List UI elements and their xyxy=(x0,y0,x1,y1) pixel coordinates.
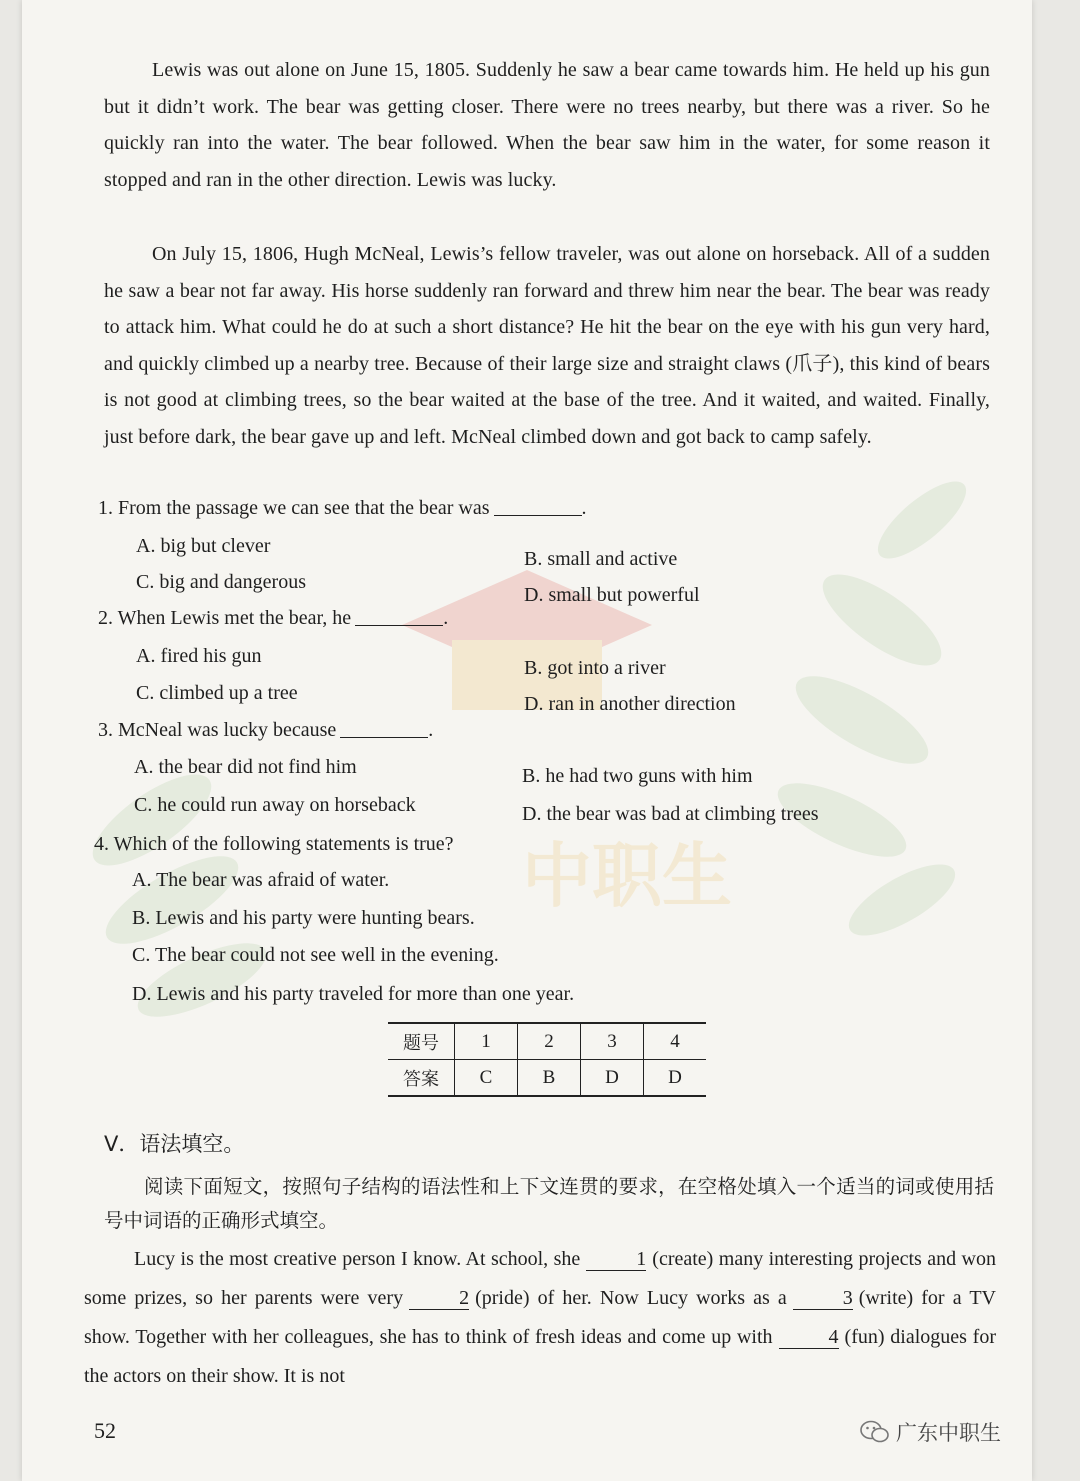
passage-paragraph-2: On July 15, 1806, Hugh McNeal, Lewis’s fellow traveler, was out alone on horseback. All of a sudden he saw a bear not far away. His horse suddenly ran forward and threw him near the bear. The bear was ready to attack him. What could he do at such a short distance? He hit the bear on the eye with his gun very hard, and quickly climbed up a nearby tree. Because of their large size and straight claws (爪子), this kind of bears is not good at climbing trees, so the bear waited at the base of the tree. And it waited, and waited. Finally, just before dark, the bear gave up and left. McNeal climbed down and got back to camp safely. xyxy=(104,243,990,448)
answer-table xyxy=(388,1022,706,1097)
watermark-text: 中职生 xyxy=(522,835,732,917)
cloze-paragraph: Lucy is the most creative person I know. At school, she 1 (create) many interesting projects and won some prizes, so her parents were very 2 (pride) of her. Now Lucy works as a 3 (write) for a TV show. Together with her colleagues, she has to think of fresh ideas and come up with 4 (fun) dialogues for the actors on their show. It is not xyxy=(84,1248,996,1387)
q3-option-c: C. he could run away on horseback xyxy=(134,794,416,816)
question-3: 3. McNeal was lucky because . xyxy=(98,719,434,741)
q1-option-a: A. big but clever xyxy=(136,535,271,557)
q2-option-c: C. climbed up a tree xyxy=(136,682,298,704)
cloze-blank-1[interactable]: 1 xyxy=(586,1248,646,1271)
answer-blank xyxy=(340,719,428,738)
q3-option-a: A. the bear did not find him xyxy=(134,756,357,778)
q2-option-a: A. fired his gun xyxy=(136,645,262,667)
document-page xyxy=(22,0,1032,1481)
q2-option-b: B. got into a river xyxy=(524,657,666,679)
table-answer: B xyxy=(518,1060,581,1097)
brand-name: 广东中职生 xyxy=(896,1421,1001,1445)
section-title: V．语法填空。 xyxy=(104,1132,245,1156)
answer-blank xyxy=(355,607,443,626)
table-answer: C xyxy=(455,1060,518,1097)
q4-option-b: B. Lewis and his party were hunting bears. xyxy=(132,907,475,929)
table-answer-label: 答案 xyxy=(388,1060,455,1097)
question-2: 2. When Lewis met the bear, he . xyxy=(98,607,449,629)
answer-table-answer-row xyxy=(388,1060,706,1097)
cloze-blank-2[interactable]: 2 xyxy=(409,1287,469,1310)
answer-blank xyxy=(494,497,582,516)
passage-paragraph-1: Lewis was out alone on June 15, 1805. Suddenly he saw a bear came towards him. He held up his gun but it didn’t work. The bear was getting closer. There were no trees nearby, but there was a river. So he quickly ran into the water. The bear followed. When the bear saw him in the water, for some reason it stopped and ran in the other direction. Lewis was lucky. xyxy=(104,59,990,191)
q2-option-d: D. ran in another direction xyxy=(524,693,736,715)
question-1: 1. From the passage we can see that the bear was . xyxy=(98,497,587,519)
table-answer: D xyxy=(581,1060,644,1097)
cloze-blank-4[interactable]: 4 xyxy=(779,1326,839,1349)
table-number: 2 xyxy=(518,1023,581,1060)
page-number: 52 xyxy=(94,1418,116,1443)
q4-option-d: D. Lewis and his party traveled for more than one year. xyxy=(132,983,575,1005)
wechat-icon xyxy=(860,1419,890,1445)
q1-option-b: B. small and active xyxy=(524,548,678,570)
section-instruction: 阅读下面短文，按照句子结构的语法性和上下文连贯的要求，在空格处填入一个适当的词或使用括号中词语的正确形式填空。 xyxy=(104,1175,994,1232)
q1-option-d: D. small but powerful xyxy=(524,584,700,606)
answer-table-header-row xyxy=(388,1023,706,1060)
table-answer: D xyxy=(644,1060,707,1097)
table-header-label: 题号 xyxy=(388,1023,455,1060)
q3-option-b: B. he had two guns with him xyxy=(522,765,753,787)
table-number: 4 xyxy=(644,1023,707,1060)
table-number: 3 xyxy=(581,1023,644,1060)
brand-watermark xyxy=(860,1417,1001,1447)
q1-option-c: C. big and dangerous xyxy=(136,571,306,593)
cloze-blank-3[interactable]: 3 xyxy=(793,1287,853,1310)
q3-option-d: D. the bear was bad at climbing trees xyxy=(522,803,819,825)
table-number: 1 xyxy=(455,1023,518,1060)
q4-option-c: C. The bear could not see well in the evening. xyxy=(132,944,499,966)
question-4: 4. Which of the following statements is true? xyxy=(94,833,454,855)
q4-option-a: A. The bear was afraid of water. xyxy=(132,869,390,891)
